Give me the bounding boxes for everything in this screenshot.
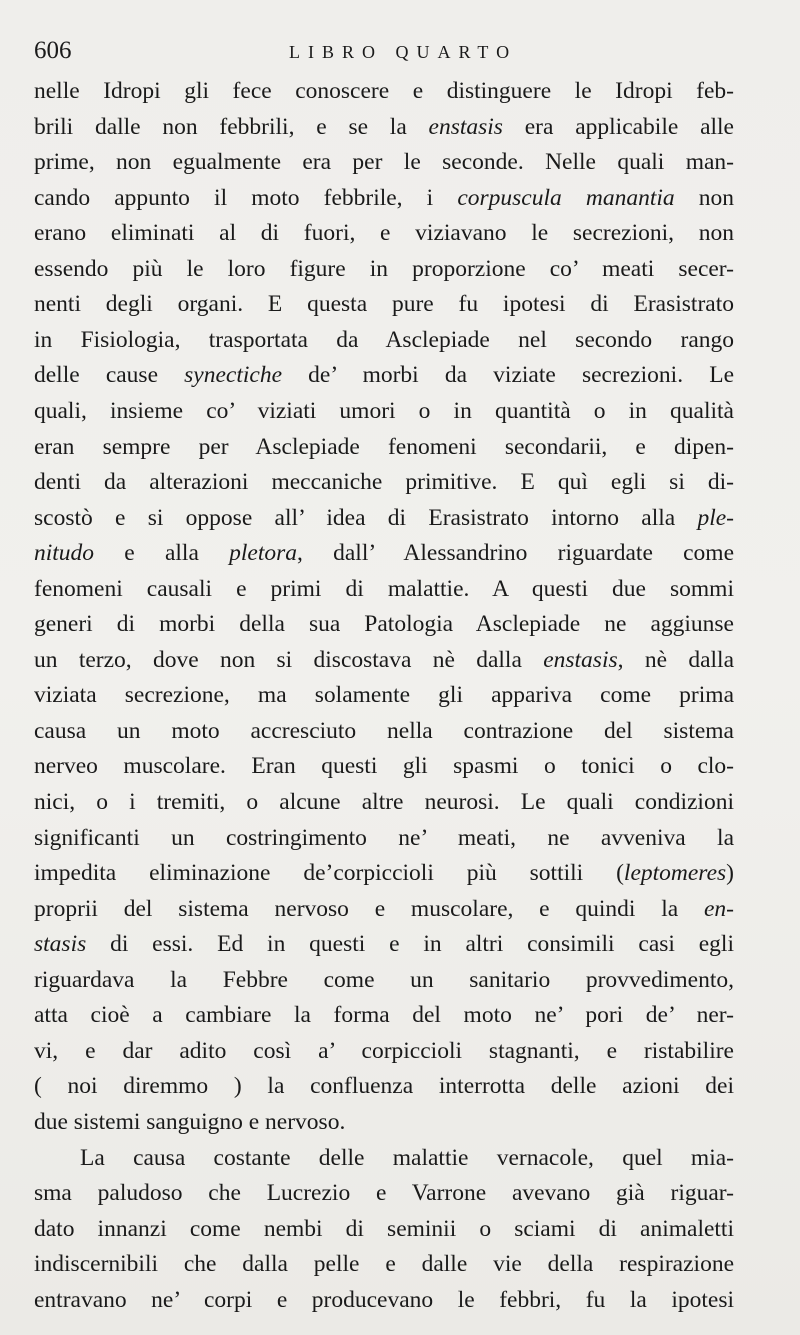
text-line — [34, 430, 734, 464]
text-line — [34, 998, 734, 1032]
text-line — [34, 216, 734, 250]
text-run: fenomeni causali e primi di malattie. A questi due sommi — [34, 575, 734, 602]
text-run: erano eliminati al di fuori, e viziavano le secrezioni, non — [34, 220, 734, 247]
text-run: delle cause — [34, 362, 185, 389]
text-line — [34, 892, 734, 926]
text-line — [34, 536, 734, 570]
text-line — [34, 501, 734, 535]
text-run: era applicabile alle — [502, 113, 734, 140]
italic-term: enstasis — [428, 113, 503, 140]
running-head: LIBRO QUARTO — [289, 42, 518, 62]
italic-term: nitudo — [34, 540, 95, 567]
text-line — [34, 856, 734, 890]
text-run: nenti degli organi. E questa pure fu ipotesi di Erasistrato — [34, 291, 734, 318]
text-line — [34, 1034, 734, 1068]
text-line — [34, 394, 734, 428]
text-run: ( noi diremmo ) la confluenza interrotta delle azioni dei — [34, 1073, 734, 1100]
text-run: , nè dalla — [617, 646, 734, 673]
text-line — [34, 572, 734, 606]
text-run: indiscernibili che dalla pelle e dalle vie della respirazione — [34, 1251, 734, 1278]
text-line — [34, 287, 734, 321]
text-run: ) — [726, 860, 734, 887]
text-run: scostò e si oppose all’ idea di Erasistrato intorno alla — [34, 504, 698, 531]
italic-term: enstasis — [543, 646, 618, 673]
italic-term: corpuscula manantia — [457, 184, 675, 211]
text-line — [34, 1247, 734, 1281]
text-run: sma paludoso che Lucrezio e Varrone avevano già riguar- — [34, 1180, 734, 1207]
text-run: denti da alterazioni meccaniche primitive. E quì egli si di- — [34, 469, 734, 496]
text-line — [34, 749, 734, 783]
text-run: essendo più le loro figure in proporzione co’ meati secer- — [34, 255, 734, 282]
text-run: riguardava la Febbre come un sanitario provvedimento, — [34, 966, 734, 993]
text-run: proprii del sistema nervoso e muscolare, e quindi la — [34, 895, 704, 922]
text-run: atta cioè a cambiare la forma del moto ne’ pori de’ ner- — [34, 1002, 734, 1029]
text-run: di essi. Ed in questi e in altri consimili casi egli — [86, 931, 734, 958]
text-line — [34, 1069, 734, 1103]
italic-term: synectiche — [184, 362, 283, 389]
text-line — [34, 1105, 734, 1139]
text-run: , dall’ Alessandrino riguardate come — [297, 540, 734, 567]
text-line — [34, 145, 734, 179]
text-line — [34, 465, 734, 499]
italic-term: en- — [703, 895, 734, 922]
text-line — [34, 323, 734, 357]
text-run: viziata secrezione, ma solamente gli appariva come prima — [34, 682, 734, 709]
text-line — [34, 785, 734, 819]
text-line — [34, 607, 734, 641]
text-run: dato innanzi come nembi di seminii o sciami di animaletti — [34, 1215, 734, 1242]
text-run: nici, o i tremiti, o alcune altre neurosi. Le quali condizioni — [34, 789, 734, 815]
text-line — [80, 1141, 734, 1175]
text-line — [34, 74, 734, 108]
text-run: nerveo muscolare. Eran questi gli spasmi o tonici o clo- — [34, 753, 734, 780]
text-line — [34, 252, 734, 286]
italic-term: stasis — [34, 931, 87, 958]
text-line — [34, 1212, 734, 1246]
text-run: quali, insieme co’ viziati umori o in quantità o in qualità — [34, 397, 734, 424]
text-line — [34, 1176, 734, 1210]
text-run: in Fisiologia, trasportata da Asclepiade nel secondo rango — [34, 326, 734, 353]
text-run: un terzo, dove non si discostava nè dalla — [34, 646, 544, 673]
italic-term: leptomeres — [623, 860, 727, 887]
text-line — [34, 181, 734, 215]
text-run: de’ morbi da viziate secrezioni. Le — [282, 362, 734, 389]
text-run: eran sempre per Asclepiade fenomeni secondarii, e dipen- — [34, 433, 734, 460]
text-line — [34, 110, 734, 144]
text-line — [34, 358, 734, 392]
text-run: cando appunto il moto febbrile, i — [34, 184, 458, 211]
text-run: generi di morbi della sua Patologia Asclepiade ne aggiunse — [34, 611, 734, 638]
text-run: impedita eliminazione de’corpiccioli più sottili ( — [34, 860, 624, 887]
text-run: prime, non egualmente era per le seconde. Nelle quali man- — [34, 149, 734, 176]
text-run: vi, e dar adito così a’ corpiccioli stagnanti, e ristabilire — [34, 1037, 734, 1064]
text-run: La causa costante delle malattie vernacole, quel mia- — [80, 1144, 734, 1171]
page-number: 606 — [34, 37, 72, 64]
text-run: e alla — [94, 540, 230, 567]
text-run: brili dalle non febbrili, e se la — [34, 113, 429, 140]
text-run: non — [674, 184, 734, 211]
text-line — [34, 714, 734, 748]
text-run: entravano ne’ corpi e producevano le febbri, fu la ipotesi — [34, 1286, 734, 1313]
text-line — [34, 821, 734, 855]
page-header — [34, 36, 764, 66]
text-line — [34, 643, 734, 677]
text-line — [34, 678, 734, 712]
text-line — [34, 963, 734, 997]
text-run: significanti un costringimento ne’ meati, ne avveniva la — [34, 824, 734, 851]
text-run: due sistemi sanguigno e nervoso. — [34, 1108, 346, 1135]
italic-term: pletora — [229, 540, 298, 567]
text-run: causa un moto accresciuto nella contrazione del sistema — [34, 717, 734, 744]
text-run: nelle Idropi gli fece conoscere e distinguere le Idropi feb- — [34, 78, 734, 104]
text-line — [34, 1283, 734, 1317]
text-line — [34, 927, 734, 961]
italic-term: ple- — [697, 504, 734, 531]
